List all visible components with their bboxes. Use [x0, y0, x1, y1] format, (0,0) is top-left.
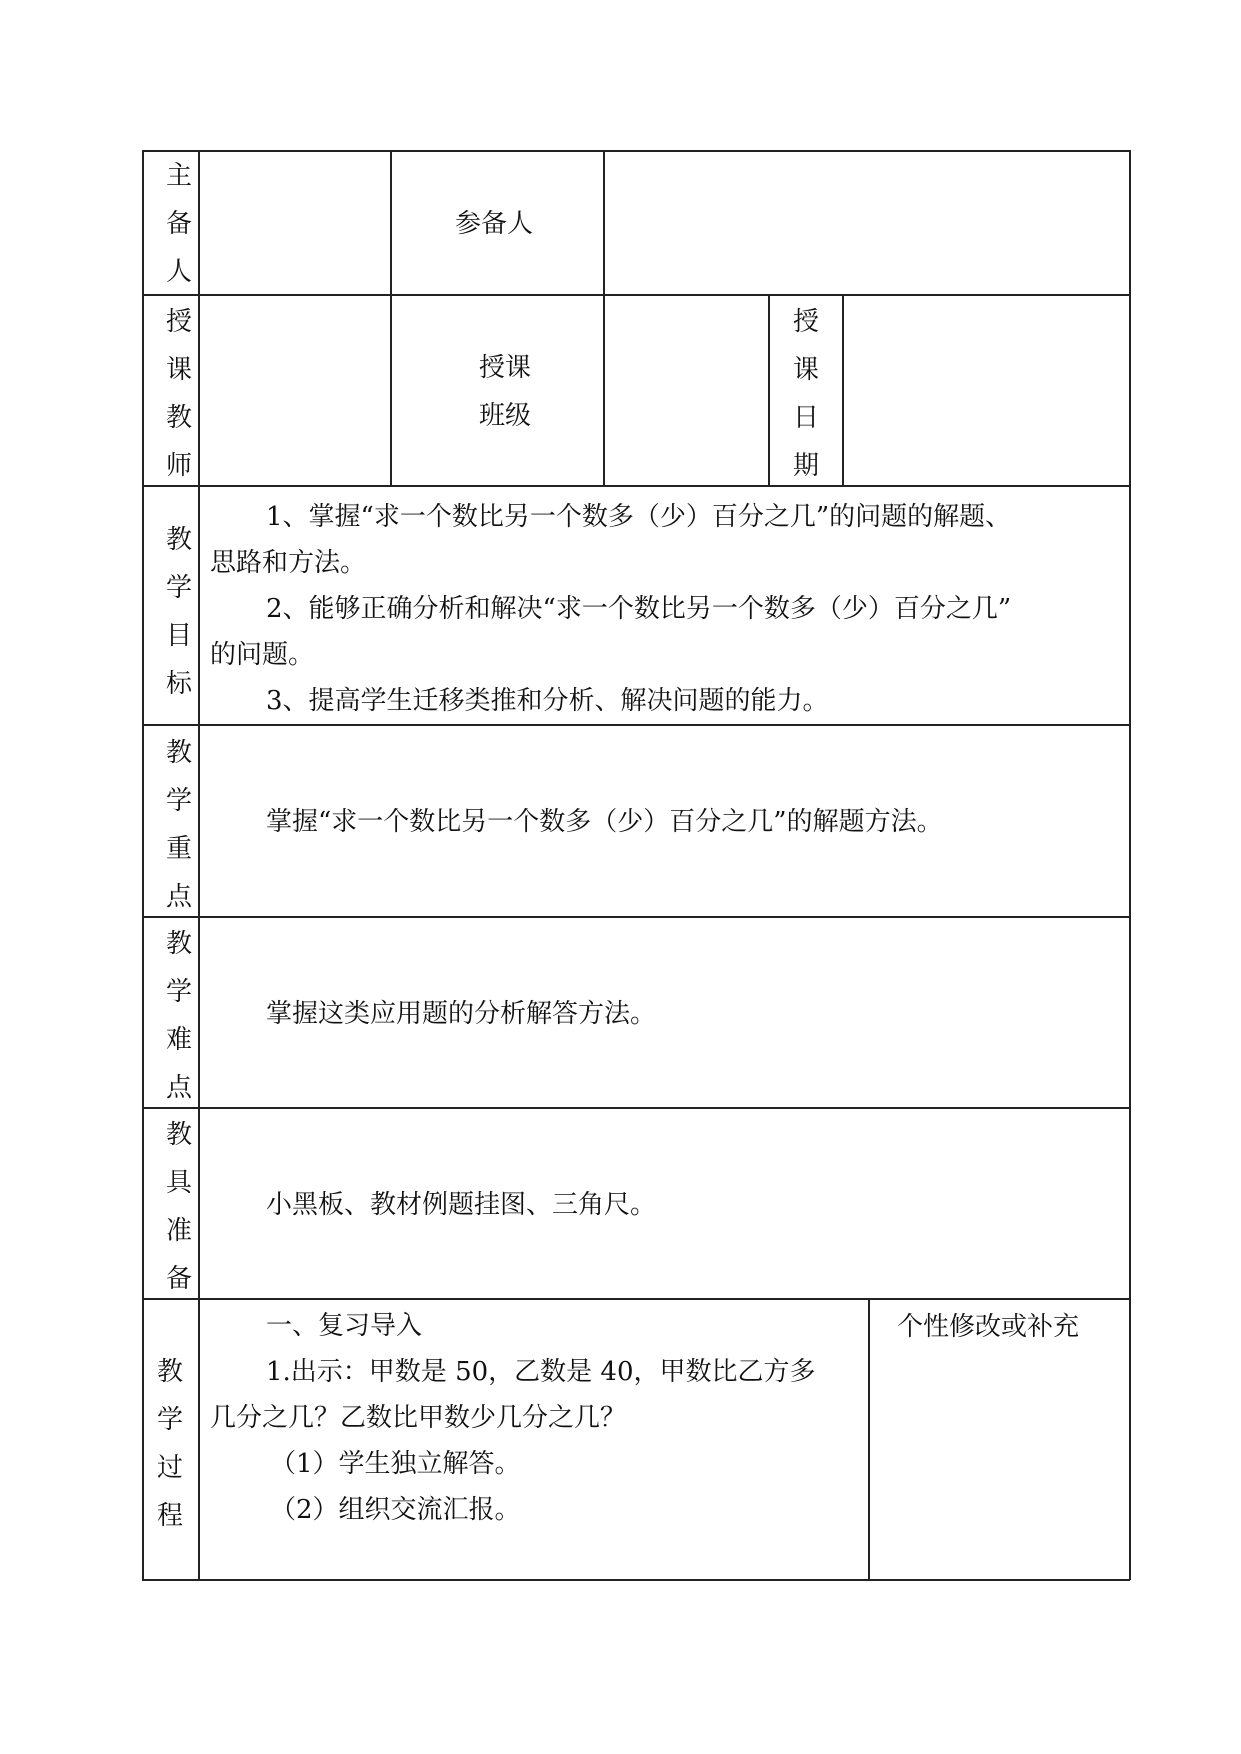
row1-divider-b: [603, 150, 605, 486]
class-label-line: 授课: [478, 353, 531, 383]
process-line-4: （2）组织交流汇报。: [270, 1495, 521, 1525]
teacher-label: [164, 298, 194, 490]
teacher-label-char: 课: [165, 355, 192, 385]
row-divider-3: [142, 724, 1130, 726]
materials-label-char: 具: [165, 1168, 192, 1198]
key-point-label-char: 点: [165, 882, 192, 912]
table-border-bottom: [142, 1579, 1130, 1581]
main-preparer-char: 主: [165, 161, 192, 191]
goals-label: [164, 516, 194, 708]
row-divider-4: [142, 916, 1130, 918]
materials-label: [164, 1111, 194, 1303]
key-point-label-char: 学: [165, 786, 192, 816]
goals-label-char: 学: [165, 573, 192, 603]
difficulty-label-char: 难: [165, 1025, 192, 1055]
main-preparer-char: 备: [165, 209, 192, 239]
table-border-left: [142, 150, 144, 1580]
row1-divider-a: [390, 150, 392, 486]
key-point-label-char: 重: [165, 834, 192, 864]
date-label-char: 授: [792, 307, 819, 337]
process-line-2-cont: 几分之几？乙数比甲数少几分之几？: [210, 1403, 627, 1433]
main-preparer-label: [164, 152, 194, 296]
co-preparer-label: 参备人: [455, 209, 534, 239]
row-divider-6: [142, 1298, 1130, 1300]
key-point-label-char: 教: [165, 738, 192, 768]
main-preparer-char: 人: [165, 257, 192, 287]
difficulty-label-char: 教: [165, 929, 192, 959]
process-label-char: 教: [156, 1357, 183, 1387]
materials-text: 小黑板、教材例题挂图、三角尺。: [266, 1190, 657, 1220]
process-line-2: 1.出示：甲数是 50，乙数是 40，甲数比乙方多: [266, 1357, 816, 1387]
class-label: [445, 344, 565, 440]
date-label-char: 课: [792, 355, 819, 385]
date-label-char: 期: [792, 451, 819, 481]
teacher-label-char: 师: [165, 451, 192, 481]
materials-label-char: 准: [165, 1216, 192, 1246]
process-line-1: 一、复习导入: [266, 1311, 423, 1341]
teacher-label-char: 授: [165, 307, 192, 337]
goal-line-1-cont: 思路和方法。: [210, 548, 367, 578]
process-label-char: 过: [156, 1453, 183, 1483]
goal-line-1: 1、掌握“求一个数比另一个数多（少）百分之几”的问题的解题、: [266, 502, 1012, 532]
process-label-char: 学: [156, 1405, 183, 1435]
process-line-3: （1）学生独立解答。: [270, 1449, 521, 1479]
label-column-divider: [198, 150, 200, 1580]
goal-line-2: 2、能够正确分析和解决“求一个数比另一个数多（少）百分之几”: [266, 594, 1012, 624]
materials-label-char: 备: [165, 1264, 192, 1294]
class-label-line: 班级: [478, 401, 531, 431]
goals-label-char: 教: [165, 525, 192, 555]
difficulty-label: [164, 920, 194, 1112]
difficulty-text: 掌握这类应用题的分析解答方法。: [266, 999, 657, 1029]
process-side-divider: [868, 1298, 870, 1580]
goal-line-2-cont: 的问题。: [210, 640, 315, 670]
table-border-right: [1129, 150, 1131, 1580]
row2-divider-d: [842, 294, 844, 486]
difficulty-label-char: 学: [165, 977, 192, 1007]
process-label-char: 程: [156, 1501, 183, 1531]
teacher-label-char: 教: [165, 403, 192, 433]
process-text: [210, 1303, 860, 1533]
date-label-char: 日: [792, 403, 819, 433]
key-point-text: 掌握“求一个数比另一个数多（少）百分之几”的解题方法。: [266, 807, 943, 837]
materials-label-char: 教: [165, 1120, 192, 1150]
row-divider-5: [142, 1107, 1130, 1109]
row-divider-2: [142, 485, 1130, 487]
goals-label-char: 目: [165, 621, 192, 651]
row-divider-1: [142, 294, 1130, 296]
process-label: [155, 1348, 185, 1540]
row2-divider-c: [768, 294, 770, 486]
key-point-label: [164, 729, 194, 921]
table-border-top: [142, 150, 1130, 152]
difficulty-label-char: 点: [165, 1073, 192, 1103]
process-side-header: 个性修改或补充: [897, 1312, 1080, 1342]
goal-line-3: 3、提高学生迁移类推和分析、解决问题的能力。: [266, 686, 829, 716]
date-label: [791, 298, 821, 490]
goals-text: [210, 494, 1120, 724]
goals-label-char: 标: [165, 669, 192, 699]
